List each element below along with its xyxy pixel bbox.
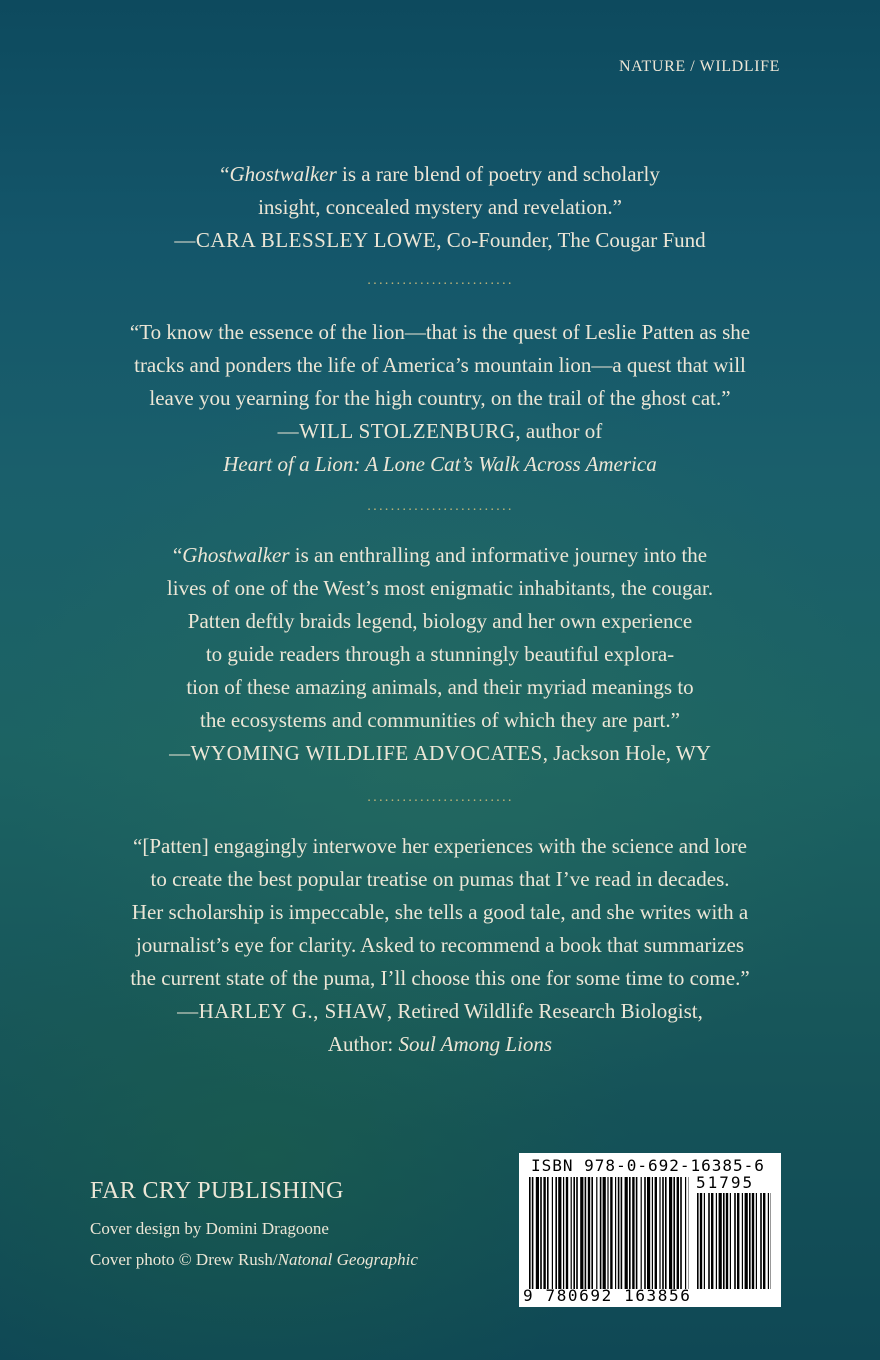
barcode-bar [644, 1177, 646, 1289]
barcode-bar [558, 1177, 561, 1289]
barcode-bar [749, 1193, 751, 1289]
barcode-bar [763, 1193, 765, 1289]
quote-line: insight, concealed mystery and revelation.” [258, 195, 622, 219]
isbn-text: ISBN 978-0-692-16385-6 [531, 1156, 765, 1175]
barcode-bar [665, 1177, 667, 1289]
barcode-bar [647, 1177, 650, 1289]
barcode-digits: 9 780692 163856 [523, 1286, 692, 1305]
cover-design-credit: Cover design by Domini Dragoone [90, 1219, 329, 1238]
quote-attribution-book: Heart of a Lion: A Lone Cat’s Walk Across America [223, 452, 657, 476]
barcode-bar [760, 1193, 762, 1289]
barcode-bar [745, 1193, 748, 1289]
barcode-bar [588, 1177, 590, 1289]
quote-line: “Ghostwalker is a rare blend of poetry and scholarly [220, 162, 660, 186]
quote-line: “[Patten] engagingly interwove her experiences with the science and lore [133, 834, 747, 858]
barcode-bar [768, 1193, 769, 1289]
blurb-quote-2 [0, 316, 880, 481]
barcode-bar [659, 1177, 660, 1289]
barcode-bar [573, 1177, 575, 1289]
barcode-bar [552, 1177, 553, 1289]
barcode-bar [730, 1193, 731, 1289]
divider-dots: ························· [366, 503, 514, 518]
barcode-bar [708, 1193, 710, 1289]
quote-attribution: —CARA BLESSLEY LOWE, Co-Founder, The Cougar Fund [174, 228, 706, 252]
barcode-bar [704, 1193, 705, 1289]
barcode-bar [700, 1193, 702, 1289]
blurb-quote-4 [0, 830, 880, 1061]
barcode-bar [615, 1177, 616, 1289]
barcode-bar [716, 1193, 717, 1289]
quote-line: the current state of the puma, I’ll choose this one for some time to come.” [130, 966, 750, 990]
isbn-barcode [519, 1153, 781, 1307]
barcode-bar [737, 1193, 739, 1289]
barcode-bar [600, 1177, 602, 1289]
barcode-bar [555, 1177, 557, 1289]
quote-line: Patten deftly braids legend, biology and her own experience [187, 609, 693, 633]
quote-attribution: —WYOMING WILDLIFE ADVOCATES, Jackson Hole, WY [169, 741, 711, 765]
barcode-bar [756, 1193, 757, 1289]
quote-attribution-book: Author: Soul Among Lions [327, 1032, 553, 1056]
barcode-bar [697, 1193, 699, 1289]
barcode-bar [610, 1177, 612, 1289]
quote-line: to create the best popular treatise on pumas that I’ve read in decades. [150, 867, 730, 891]
barcode-bar [532, 1177, 534, 1289]
quote-line: lives of one of the West’s most enigmatic inhabitants, the cougar. [166, 576, 714, 600]
barcode-bar [711, 1193, 713, 1289]
publisher-name: FAR CRY PUBLISHING [90, 1178, 344, 1204]
barcode-bar [618, 1177, 620, 1289]
barcode-bar [585, 1177, 587, 1289]
barcode-bars [529, 1177, 689, 1289]
barcode-bar [625, 1177, 628, 1289]
barcode-bar [662, 1177, 664, 1289]
category-label: NATURE / WILDLIFE [619, 58, 780, 75]
barcode-bar [540, 1177, 542, 1289]
barcode-bar [726, 1193, 728, 1289]
barcode-addon-bars [697, 1193, 771, 1289]
barcode-bar [543, 1177, 545, 1289]
quote-line: tion of these amazing animals, and their myriad meanings to [186, 675, 694, 699]
barcode-bar [591, 1177, 593, 1289]
quote-line: Her scholarship is impeccable, she tells a good tale, and she writes with a [131, 900, 749, 924]
quote-attribution: —WILL STOLZENBURG, author of [277, 419, 603, 443]
barcode-bar [636, 1177, 638, 1289]
quote-line: the ecosystems and communities of which they are part.” [200, 708, 680, 732]
barcode-bar [566, 1177, 568, 1289]
quote-line: “To know the essence of the lion—that is the quest of Leslie Patten as she [129, 320, 751, 344]
blurb-quote-3 [0, 539, 880, 770]
divider-dots: ························· [366, 277, 514, 292]
barcode-bar [641, 1177, 642, 1289]
barcode-bar [669, 1177, 672, 1289]
barcode-addon-number: 51795 [696, 1173, 755, 1192]
barcode-bar [547, 1177, 549, 1289]
barcode-bar [563, 1177, 564, 1289]
quote-line: journalist’s eye for clarity. Asked to recommend a book that summarizes [135, 933, 745, 957]
quote-attribution: —HARLEY G., SHAW, Retired Wildlife Research Biologist, [177, 999, 703, 1023]
barcode-bar [632, 1177, 634, 1289]
barcode-bar [536, 1177, 539, 1289]
barcode-bar [607, 1177, 608, 1289]
barcode-bar [580, 1177, 583, 1289]
barcode-bar [685, 1177, 686, 1289]
barcode-bar [571, 1177, 572, 1289]
barcode-bar [621, 1177, 623, 1289]
barcode-bar [596, 1177, 597, 1289]
barcode-bar [576, 1177, 578, 1289]
quote-line: “Ghostwalker is an enthralling and informative journey into the [172, 543, 708, 567]
barcode-bar [680, 1177, 682, 1289]
quote-line: to guide readers through a stunningly beautiful explora- [205, 642, 675, 666]
cover-photo-credit: Cover photo © Drew Rush/Natonal Geographic [90, 1250, 418, 1269]
barcode-bar [603, 1177, 606, 1289]
barcode-bar [719, 1193, 722, 1289]
barcode-bar [652, 1177, 653, 1289]
barcode-bar [734, 1193, 736, 1289]
blurb-quote-1 [0, 158, 880, 257]
quote-line: tracks and ponders the life of America’s mountain lion—a quest that will [134, 353, 746, 377]
barcode-bar [723, 1193, 725, 1289]
barcode-bar [752, 1193, 754, 1289]
barcode-bar [629, 1177, 631, 1289]
barcode-bar [529, 1177, 531, 1289]
barcode-bar [655, 1177, 657, 1289]
barcode-bar [677, 1177, 679, 1289]
barcode-bar [673, 1177, 675, 1289]
divider-dots: ························· [366, 794, 514, 809]
quote-line: leave you yearning for the high country, on the trail of the ghost cat.” [149, 386, 731, 410]
barcode-bar [742, 1193, 743, 1289]
